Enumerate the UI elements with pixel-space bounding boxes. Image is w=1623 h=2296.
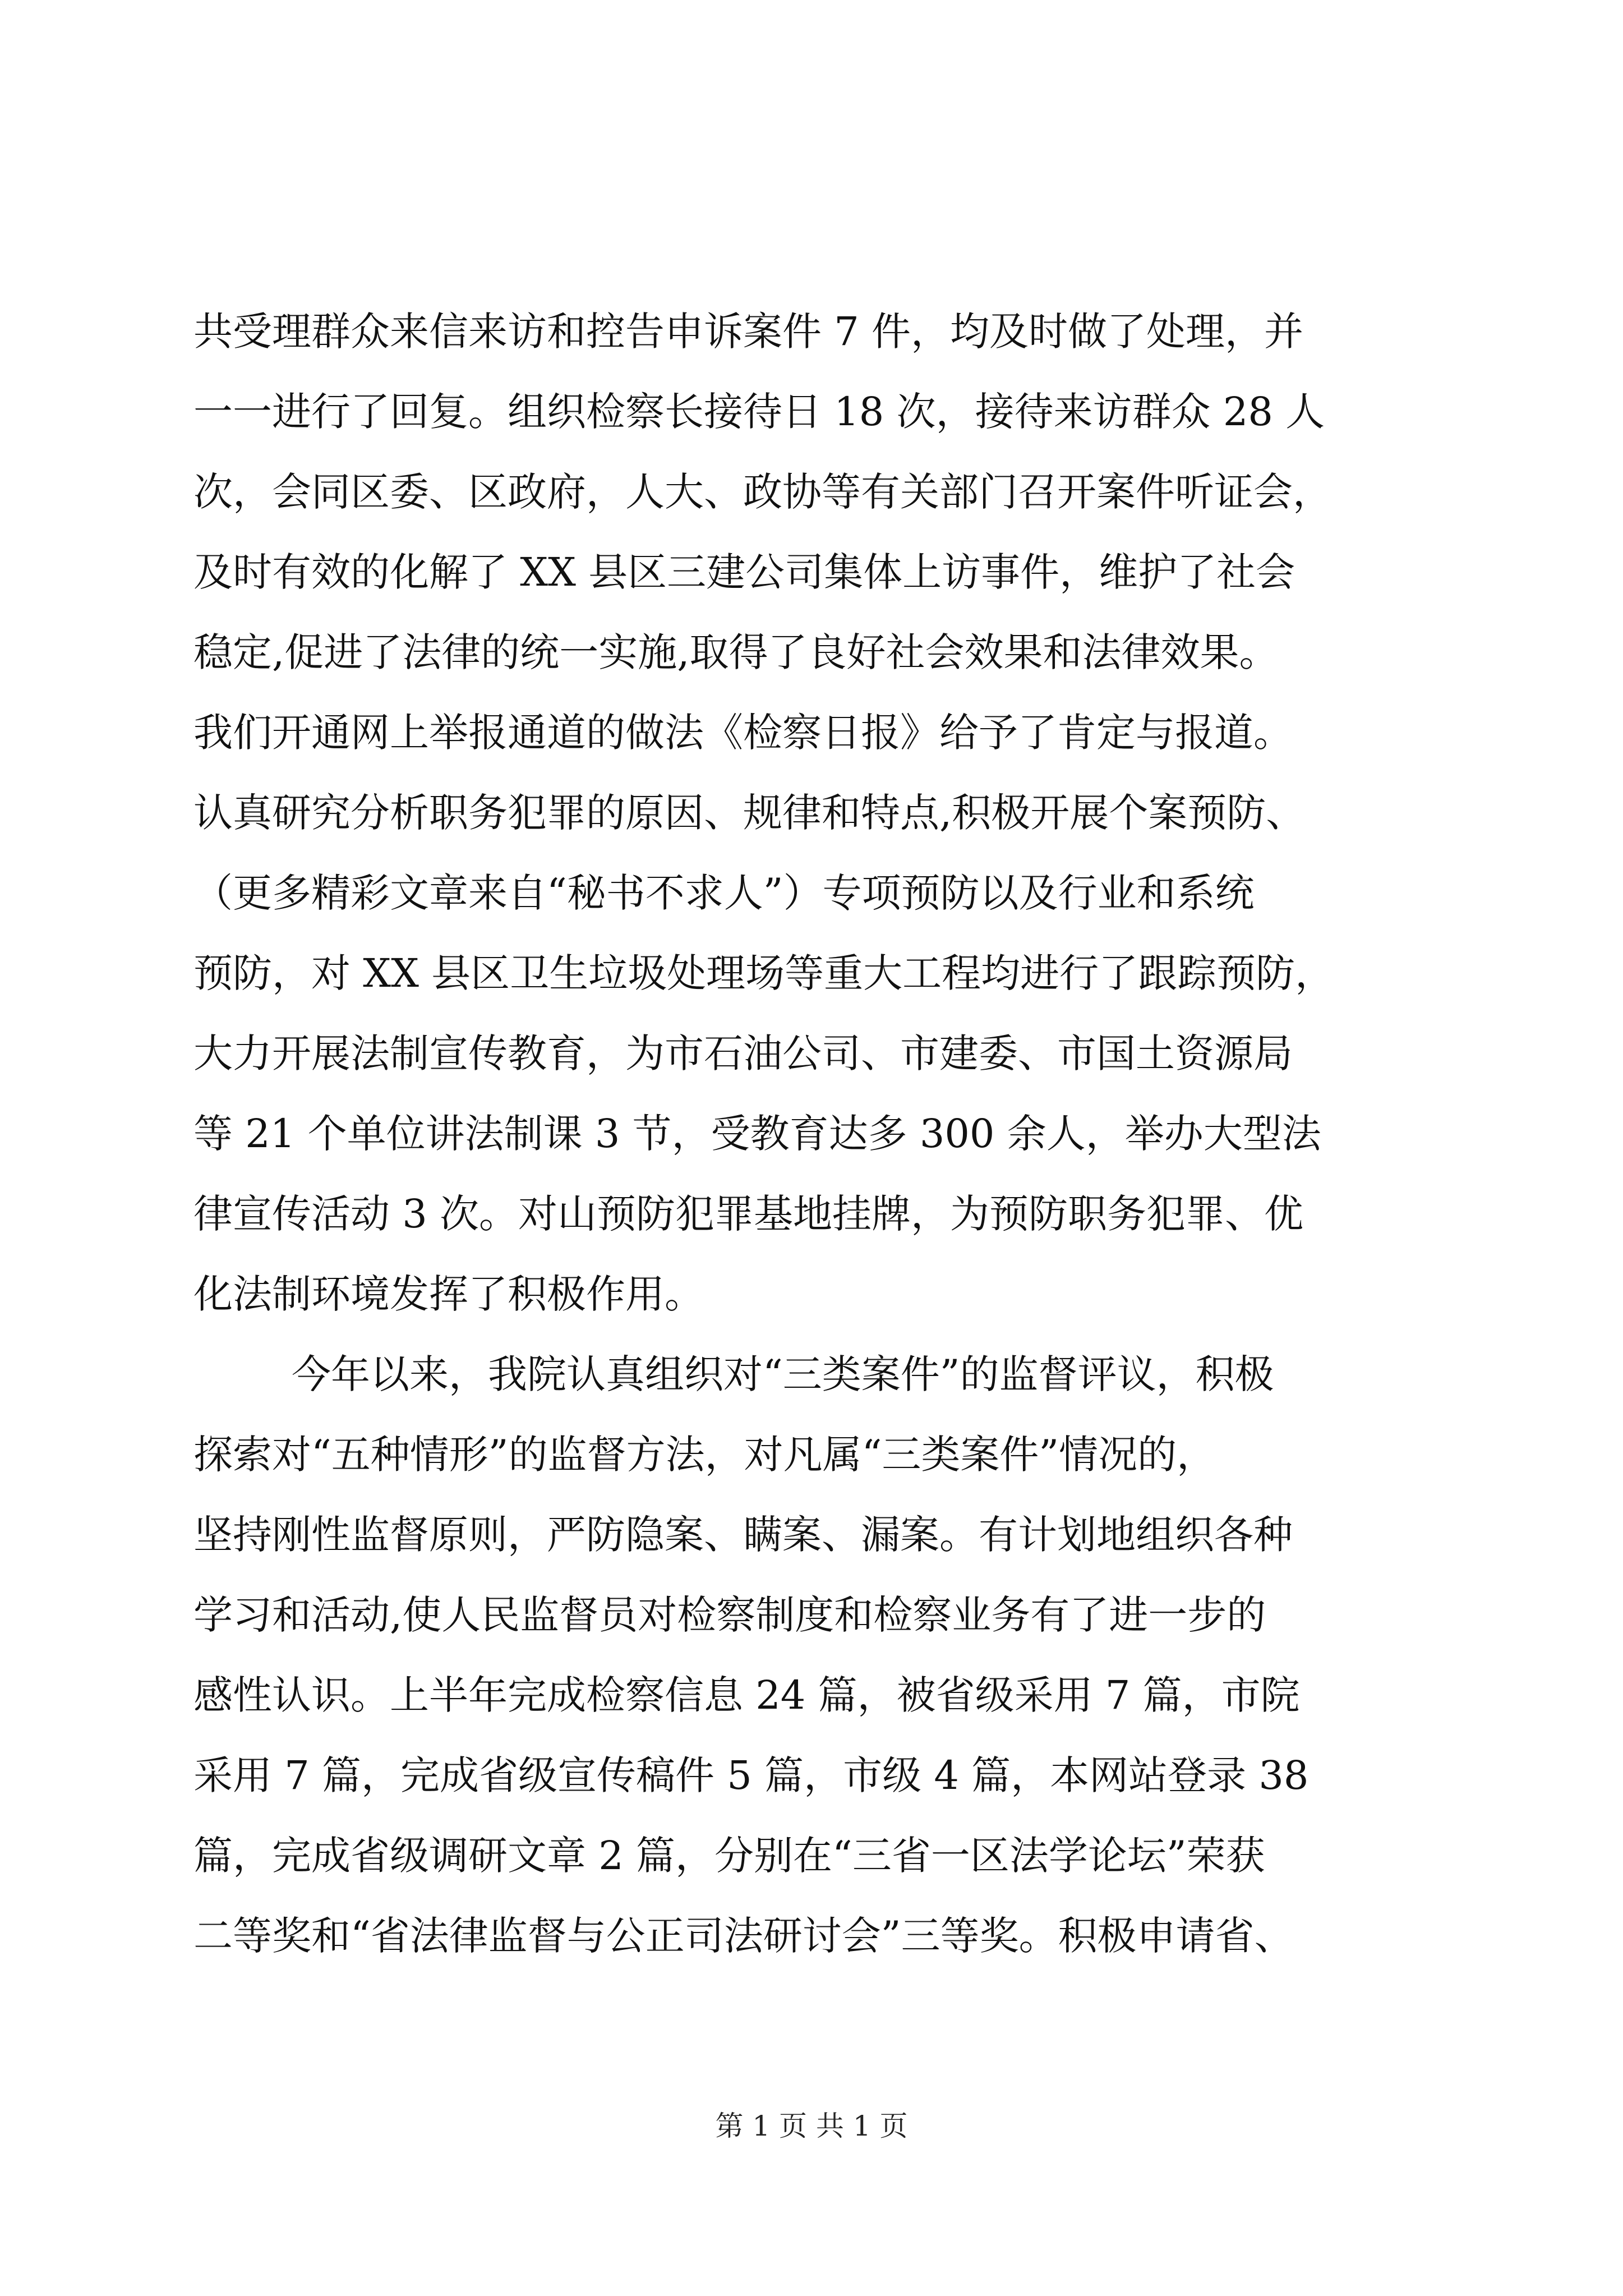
text-line: 认真研究分析职务犯罪的原因、规律和特点,积极开展个案预防、 (193, 790, 1306, 836)
text-line: 及时有效的化解了 XX 县区三建公司集体上访事件，维护了社会 (193, 549, 1295, 595)
text-line: 坚持刚性监督原则，严防隐案、瞒案、漏案。有计划地组织各种 (193, 1512, 1293, 1558)
text-line: 篇，完成省级调研文章 2 篇，分别在“三省一区法学论坛”荣获 (193, 1833, 1265, 1879)
text-line: （更多精彩文章来自“秘书不求人”）专项预防以及行业和系统 (193, 870, 1255, 916)
text-line: 我们开通网上举报通道的做法《检察日报》给予了肯定与报道。 (193, 710, 1293, 756)
text-line: 律宣传活动 3 次。对山预防犯罪基地挂牌，为预防职务犯罪、优 (193, 1191, 1304, 1237)
text-line: 等 21 个单位讲法制课 3 节，受教育达多 300 余人，举办大型法 (193, 1111, 1321, 1157)
text-line: 学习和活动,使人民监督员对检察制度和检察业务有了进一步的 (193, 1592, 1266, 1638)
paragraph-start-line: 今年以来，我院认真组织对“三类案件”的监督评议，积极 (292, 1351, 1274, 1397)
page-footer (0, 2106, 1623, 2146)
text-line: 化法制环境发挥了积极作用。 (193, 1271, 704, 1317)
text-line: 探索对“五种情形”的监督方法，对凡属“三类案件”情况的， (193, 1432, 1216, 1478)
text-line: 次，会同区委、区政府，人大、政协等有关部门召开案件听证会， (193, 469, 1332, 515)
text-line: 二等奖和“省法律监督与公正司法研讨会”三等奖。积极申请省、 (193, 1913, 1294, 1959)
text-line: 共受理群众来信来访和控告申诉案件 7 件，均及时做了处理，并 (193, 309, 1304, 355)
text-line: 感性认识。上半年完成检察信息 24 篇，被省级采用 7 篇，市院 (193, 1672, 1300, 1718)
text-line: 一一进行了回复。组织检察长接待日 18 次，接待来访群众 28 人 (193, 389, 1325, 435)
text-line: 预防，对 XX 县区卫生垃圾处理场等重大工程均进行了跟踪预防， (193, 950, 1335, 996)
text-line: 大力开展法制宣传教育，为市石油公司、市建委、市国土资源局 (193, 1030, 1293, 1076)
text-line: 稳定,促进了法律的统一实施,取得了良好社会效果和法律效果。 (193, 629, 1279, 675)
text-line: 采用 7 篇，完成省级宣传稿件 5 篇，市级 4 篇，本网站登录 38 (193, 1752, 1309, 1798)
page-number-label: 第 1 页 共 1 页 (715, 2110, 908, 2142)
body-text (193, 292, 1433, 1976)
